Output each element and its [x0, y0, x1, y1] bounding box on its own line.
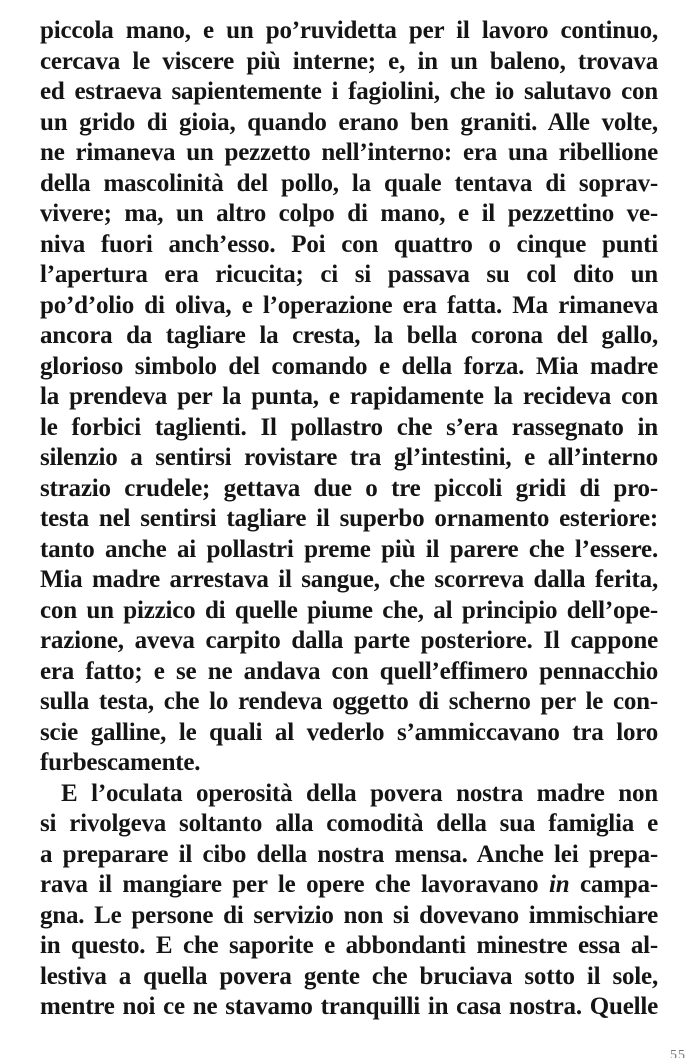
text-line: in questo. E che saporite e abbondanti minestre essa al- [40, 932, 658, 959]
text-line: ancora da tagliare la cresta, la bella corona del gallo, [40, 322, 658, 349]
text-line: ne rimaneva un pezzetto nell’interno: era una ribellione [40, 139, 658, 166]
paragraph [40, 16, 658, 779]
text-line: sulla testa, che lo rendeva oggetto di scherno per le con- [40, 688, 658, 715]
text-line: ed estraeva sapientemente i fagiolini, che io salutavo con [40, 78, 658, 105]
text-line: razione, aveva carpito dalla parte posteriore. Il cappone [40, 627, 658, 654]
text-line: la prendeva per la punta, e rapidamente la recideva con [40, 383, 658, 410]
italic-word: in [549, 871, 570, 898]
text-line: si rivolgeva soltanto alla comodità della sua famiglia e [40, 810, 658, 837]
text-line: era fatto; e se ne andava con quell’effimero pennacchio [40, 657, 658, 685]
text-line: glorioso simbolo del comando e della forza. Mia madre [40, 352, 658, 380]
text-line: tanto anche ai pollastri preme più il parere che l’essere. [40, 535, 658, 563]
text-line: strazio crudele; gettava due o tre piccoli gridi di pro- [40, 474, 658, 502]
text-line: furbescamente. [40, 749, 201, 776]
paragraph [40, 779, 658, 1023]
text-line: mentre noi ce ne stavamo tranquilli in casa nostra. Quelle [40, 993, 658, 1020]
text-fragment: rava il mangiare per le opere che lavoravano [40, 871, 550, 898]
text-line: niva fuori anch’esso. Poi con quattro o cinque punti [40, 230, 658, 258]
text-line: po’d’olio di oliva, e l’operazione era fatta. Ma rimaneva [40, 291, 658, 319]
text-line: scie galline, le quali al vederlo s’ammiccavano tra loro [40, 718, 658, 746]
text-line: Mia madre arrestava il sangue, che scorreva dalla ferita, [40, 566, 658, 593]
text-line: l’apertura era ricucita; ci si passava su col dito un [40, 261, 658, 288]
text-line: silenzio a sentirsi rovistare tra gl’intestini, e all’interno [40, 444, 658, 471]
text-line: a preparare il cibo della nostra mensa. Anche lei prepa- [40, 840, 658, 868]
text-line: vivere; ma, un altro colpo di mano, e il pezzettino ve- [40, 200, 658, 227]
text-line: le forbici taglienti. Il pollastro che s’era rassegnato in [40, 413, 658, 441]
text-line: con un pizzico di quelle piume che, al principio dell’ope- [40, 596, 658, 624]
text-line: della mascolinità del pollo, la quale tentava di soprav- [40, 169, 658, 197]
text-line: lestiva a quella povera gente che bruciava sotto il sole, [40, 962, 658, 990]
text-fragment: campa- [569, 871, 658, 898]
text-line: gna. Le persone di servizio non si dovevano immischiare [40, 901, 658, 929]
text-line: piccola mano, e un po’ruvidetta per il lavoro continuo, [40, 17, 658, 44]
text-line: testa nel sentirsi tagliare il superbo ornamento esteriore: [40, 505, 658, 532]
text-line-with-italic [40, 870, 658, 901]
text-line: un grido di gioia, quando erano ben graniti. Alle volte, [40, 108, 658, 136]
page-number: 55 [670, 1049, 686, 1058]
text-line: E l’oculata operosità della povera nostra madre non [61, 779, 658, 807]
body-text [40, 16, 658, 1023]
text-line: cercava le viscere più interne; e, in un baleno, trovava [40, 47, 658, 75]
